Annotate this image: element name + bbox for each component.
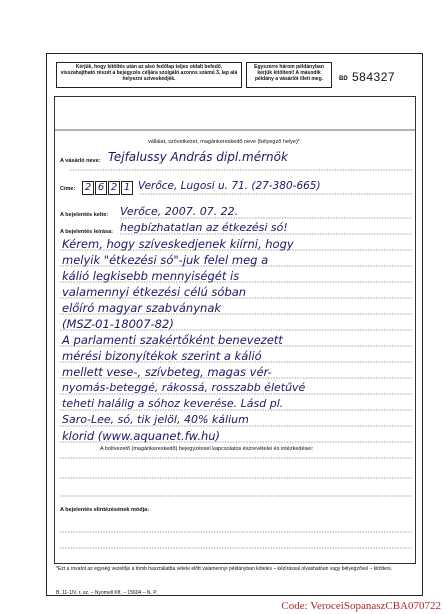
buyer-label: A vásárló neve: [60,158,101,164]
serial-number: 584327 [352,70,396,84]
address-label: Címe: [60,186,76,192]
description-line-4: kálió legkisebb mennyiségét is [62,269,240,283]
seller-caption: vállalat, szövetkezet, magánkereskedő neve (bélyegző helye)* [148,139,300,145]
copies-instruction-notice: Egyszerre három példányban kérjük kitölteni! A második példány a vásárlót illeti meg. [246,62,332,88]
description-line-11: nyomás-beteggé, rákossá, rosszabb életűvé [62,381,306,394]
description-line-3: melyik "étkezési só"-juk felel meg a [62,253,269,267]
date-label: A bejelentés kelte: [60,212,109,218]
code-watermark: Code: VeroceiSopanaszCBA070722 [281,600,441,612]
description-line-2: Kérem, hogy szíveskedjenek kiírni, hogy [62,237,294,251]
observation-caption: A boltvezető (magánkereskedő) bejegyzéssel kapcsolatos észrevételei és intézkedései: [100,446,314,452]
resolution-label: A bejelentés elintézésének módja: [60,507,150,513]
description-line-1: hegbízhatatlan az étkezési só! [120,221,288,234]
description-line-9: mérési bizonyítékok szerint a kálió [62,349,262,363]
buyer-name: Tejfalussy András dipl.mérnök [108,150,288,164]
print-info: B. 11-1/V. r. sz. – Nyomell Kft. – 15604 – N. P. [56,590,158,596]
description-line-6: előíró magyar szabványnak [62,301,222,315]
postcode-digit-3: 2 [108,181,120,195]
fold-instruction-notice: Kérjük, hogy kitöltés után az alsó fedőlap teljes oldalt befedő, visszahajtható részét a bejegyzés céljára szolgáló azonos számú 3. lap alá helyezni szíveskedjék. [56,62,242,88]
description-line-10: mellett vese-, szívbeteg, magas vér- [62,365,272,379]
postcode-digit-1: 2 [82,181,94,195]
date-value: Verőce, 2007. 07. 22. [120,205,239,218]
serial-prefix: BD [339,76,348,82]
postcode-digit-4: 1 [121,181,133,195]
address-value: Verőce, Lugosi u. 71. (27-380-665) [138,180,321,192]
description-line-13: Saro-Lee, só, tik jelöl, 40% kálium [62,413,249,426]
postcode-digit-2: 6 [95,181,107,195]
description-line-5: valamennyi étkezési célú sóban [62,285,247,299]
description-line-14: klorid (www.aquanet.fw.hu) [62,429,221,443]
description-line-8: A parlamenti szakértőként benevezett [62,333,283,347]
footer-note: *Ezt a rovatot az egység vezetője a tömb használatba vétele előtt valamennyi példányban köteles – kézírással olvashatóan vagy bélyegzővel – kitölteni. [56,566,393,572]
description-label: A bejelentés leírása: [60,229,113,235]
description-line-12: teheti halálig a sóhoz keverése. Lásd pl. [62,397,284,410]
description-line-7: (MSZ-01-18007-82) [62,317,174,331]
